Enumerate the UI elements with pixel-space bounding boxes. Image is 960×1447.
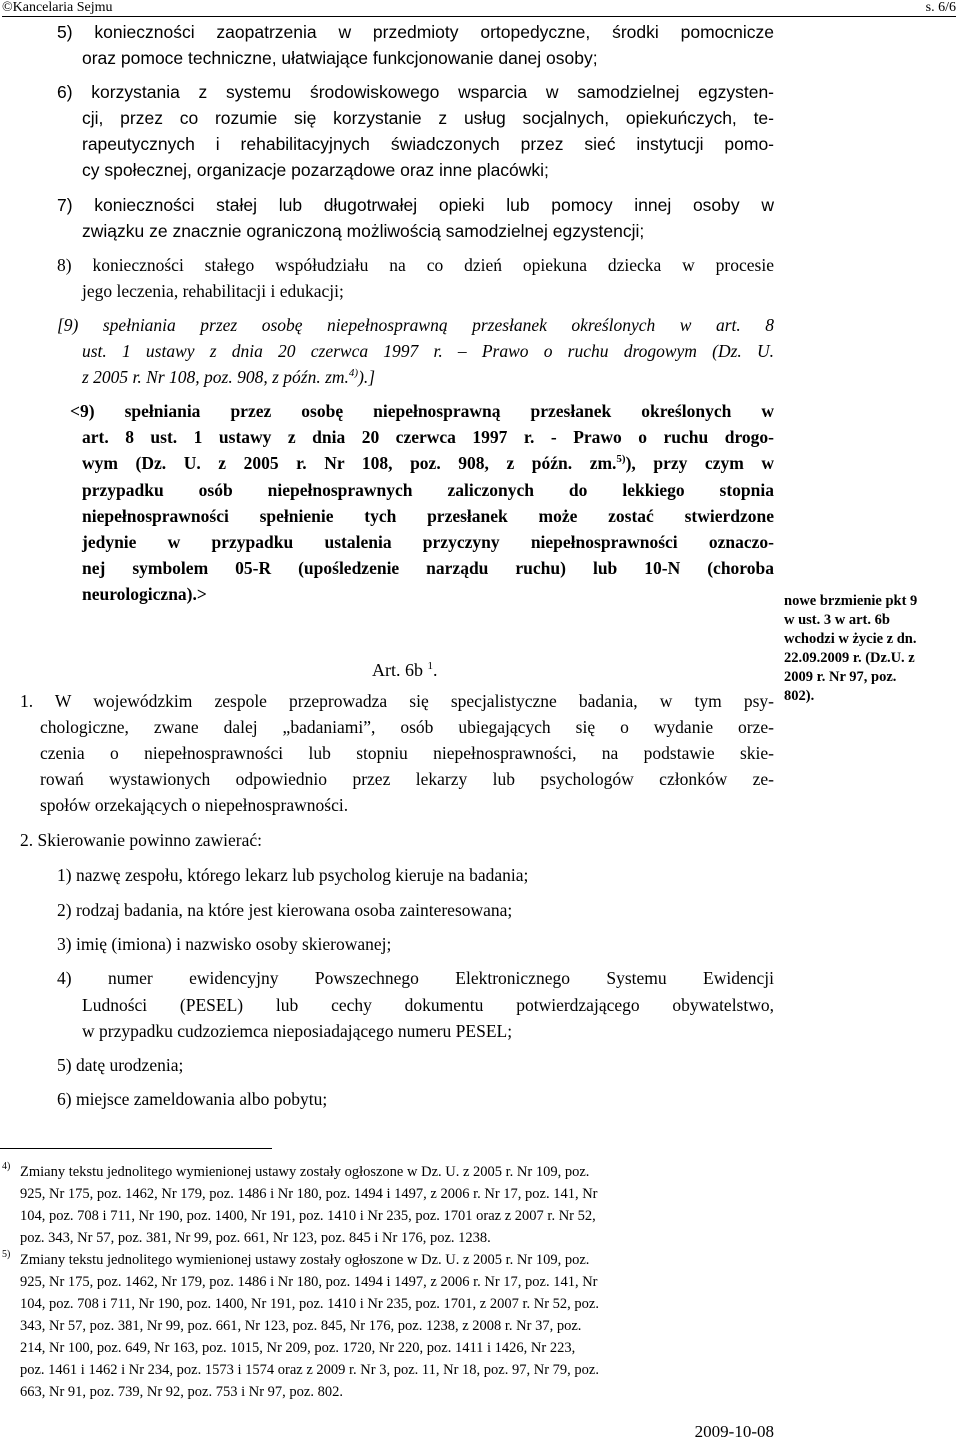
footnote-5-line-5: 214, Nr 100, poz. 649, Nr 163, poz. 1015, Nr 209, poz. 1720, Nr 220, poz. 1411 i 1426, Nr 223, (20, 1340, 576, 1356)
footnote-5-line-3: 104, poz. 708 i 711, Nr 190, poz. 1400, Nr 191, poz. 1410 i Nr 235, poz. 1701, z 2007 r. Nr 52, poz. (20, 1296, 599, 1312)
item-9-old-line-3-text: z 2005 r. Nr 108, poz. 908, z późn. zm. (82, 367, 349, 387)
item-5-line-1: 5) konieczności zaopatrzenia w przedmioty ortopedyczne, środki pomocnicze (57, 22, 774, 42)
item-5-line-2: oraz pomoce techniczne, ułatwiające funkcjonowanie danej osoby; (82, 48, 598, 68)
item-9-old-line-1: [9) spełniania przez osobę niepełnosprawną przesłanek określonych w art. 8 (57, 315, 774, 335)
footnote-ref-4: 4) (348, 367, 359, 380)
article-paragraph-2: 2. Skierowanie powinno zawierać: (20, 830, 263, 850)
footnote-4-line-2: 925, Nr 175, poz. 1462, Nr 179, poz. 1486 i Nr 180, poz. 1494 i 1497, z 2006 r. Nr 17, poz. 141, Nr (20, 1186, 598, 1202)
item-9-old-line-3-end: ).] (358, 367, 376, 387)
footnote-4-line-3: 104, poz. 708 i 711, Nr 190, poz. 1400, Nr 191, poz. 1410 i Nr 235, poz. 1701 oraz z 2007 r. Nr 52, (20, 1208, 596, 1224)
footnote-5-line-1: Zmiany tekstu jednolitego wymienionej ustawy zostały ogłoszone w Dz. U. z 2005 r. Nr 109, poz. (20, 1252, 590, 1268)
footnote-4-line-1: Zmiany tekstu jednolitego wymienionej ustawy zostały ogłoszone w Dz. U. z 2005 r. Nr 109, poz. (20, 1164, 590, 1180)
item-9-new-line-3-text: wym (Dz. U. z 2005 r. Nr 108, poz. 908, z późn. zm. (82, 453, 617, 473)
margin-note-line: w ust. 3 w art. 6b (784, 612, 890, 628)
item-9-new-line-3-end: ), przy czym w (625, 453, 774, 473)
paragraph-1-line-3: czenia o niepełnosprawności lub stopniu niepełnosprawności, na podstawie skie- (40, 743, 774, 763)
item-9-new-line-7: nej symbolem 05-R (upośledzenie narządu ruchu) lub 10-N (choroba (82, 558, 774, 578)
list-item-2: 2) rodzaj badania, na które jest kierowana osoba zainteresowana; (57, 900, 513, 920)
footnote-4-mark: 4) (2, 1161, 11, 1172)
margin-note-line: wchodzi w życie z dn. (784, 631, 917, 647)
item-9-new-line-8: neurologiczna).> (82, 584, 207, 604)
item-9-old-line-3 (82, 367, 375, 388)
paragraph-1-line-1: 1. W wojewódzkim zespole przeprowadza się specjalistyczne badania, w tym psy- (20, 691, 774, 711)
footnote-ref-5: 5) (616, 453, 626, 466)
item-7-line-1: 7) konieczności stałej lub długotrwałej opieki lub pomocy innej osoby w (57, 195, 774, 215)
item-9-new-line-2: art. 8 ust. 1 ustawy z dnia 20 czerwca 1997 r. - Prawo o ruchu drogo- (82, 427, 774, 447)
margin-note-line: 22.09.2009 r. (Dz.U. z (784, 650, 915, 666)
item-9-new-line-1: <9) spełniania przez osobę niepełnosprawną przesłanek określonych w (70, 401, 774, 421)
footnote-5-line-6: poz. 1461 i 1462 i Nr 234, poz. 1573 i 1574 oraz z 2009 r. Nr 3, poz. 11, Nr 18, poz. 97, Nr 79, poz. (20, 1362, 599, 1378)
item-9-new-line-4: przypadku osób niepełnosprawnych zaliczonych do lekkiego stopnia (82, 480, 774, 500)
footnote-5-line-2: 925, Nr 175, poz. 1462, Nr 179, poz. 1486 i Nr 180, poz. 1494 i 1497, z 2006 r. Nr 17, poz. 141, Nr (20, 1274, 598, 1290)
footer-date: 2009-10-08 (694, 1422, 774, 1441)
item-8-line-1: 8) konieczności stałego współudziału na co dzień opiekuna dziecka w procesie (57, 255, 774, 275)
item-9-new-line-6: jedynie w przypadku ustalenia przyczyny niepełnosprawności oznaczo- (82, 532, 774, 552)
list-item-4-line-3: w przypadku cudzoziemca nieposiadającego numeru PESEL; (82, 1021, 513, 1041)
item-6-line-1: 6) korzystania z systemu środowiskowego wsparcia w samodzielnej egzysten- (57, 82, 774, 102)
footnote-separator (0, 1148, 272, 1149)
footnote-5-mark: 5) (2, 1249, 11, 1260)
margin-note-line: 802). (784, 688, 815, 704)
article-title-text: Art. 6b (372, 660, 423, 680)
list-item-1: 1) nazwę zespołu, którego lekarz lub psycholog kieruje na badania; (57, 865, 529, 885)
margin-note (784, 592, 960, 706)
list-item-5: 5) datę urodzenia; (57, 1055, 184, 1075)
footnote-4-line-4: poz. 343, Nr 57, poz. 381, Nr 99, poz. 661, Nr 123, poz. 845 i Nr 176, poz. 1238. (20, 1230, 491, 1246)
item-9-old-line-2: ust. 1 ustawy z dnia 20 czerwca 1997 r. – Prawo o ruchu drogowym (Dz. U. (82, 341, 774, 361)
paragraph-1-line-2: chologiczne, zwane dalej „badaniami”, osób ubiegających się o wydanie orze- (40, 717, 774, 737)
paragraph-1-line-5: społów orzekających o niepełnosprawności. (40, 795, 349, 815)
list-item-4-line-2: Ludności (PESEL) lub cechy dokumentu potwierdzającego obywatelstwo, (82, 995, 774, 1015)
item-6-line-4: cy społecznej, organizacje pozarządowe oraz inne placówki; (82, 160, 549, 180)
article-title-end: . (433, 660, 438, 680)
article-title-footnote-ref: 1 (427, 660, 433, 672)
margin-note-line: 2009 r. Nr 97, poz. (784, 669, 897, 685)
item-9-new-line-5: niepełnosprawności spełnienie tych przesłanek może zostać stwierdzone (82, 506, 774, 526)
article-title (372, 660, 438, 681)
item-8-line-2: jego leczenia, rehabilitacji i edukacji; (82, 281, 344, 301)
footnote-5-line-4: 343, Nr 57, poz. 381, Nr 99, poz. 661, Nr 123, poz. 845, Nr 176, poz. 1238, z 2008 r. Nr 37, poz. (20, 1318, 582, 1334)
paragraph-1-line-4: rowań wystawionych odpowiednio przez lekarzy lub psychologów członków ze- (40, 769, 774, 789)
item-6-line-3: rapeutycznych i rehabilitacyjnych świadczonych przez sieć instytucji pomo- (82, 134, 774, 154)
header-publisher: ©Kancelaria Sejmu (2, 0, 113, 15)
list-item-4-line-1: 4) numer ewidencyjny Powszechnego Elektronicznego Systemu Ewidencji (57, 968, 774, 988)
header-page-number: s. 6/6 (925, 0, 956, 15)
page-header (2, 0, 956, 17)
list-item-3: 3) imię (imiona) i nazwisko osoby skierowanej; (57, 934, 392, 954)
margin-note-line: nowe brzmienie pkt 9 (784, 593, 918, 609)
item-7-line-2: związku ze znacznie ograniczoną możliwością samodzielnej egzystencji; (82, 221, 645, 241)
list-item-6: 6) miejsce zameldowania albo pobytu; (57, 1089, 328, 1109)
item-9-new-line-3 (82, 453, 774, 474)
footnote-5-line-7: 663, Nr 91, poz. 739, Nr 92, poz. 753 i Nr 97, poz. 802. (20, 1384, 343, 1400)
item-6-line-2: cji, przez co rozumie się korzystanie z usług socjalnych, opiekuńczych, te- (82, 108, 774, 128)
